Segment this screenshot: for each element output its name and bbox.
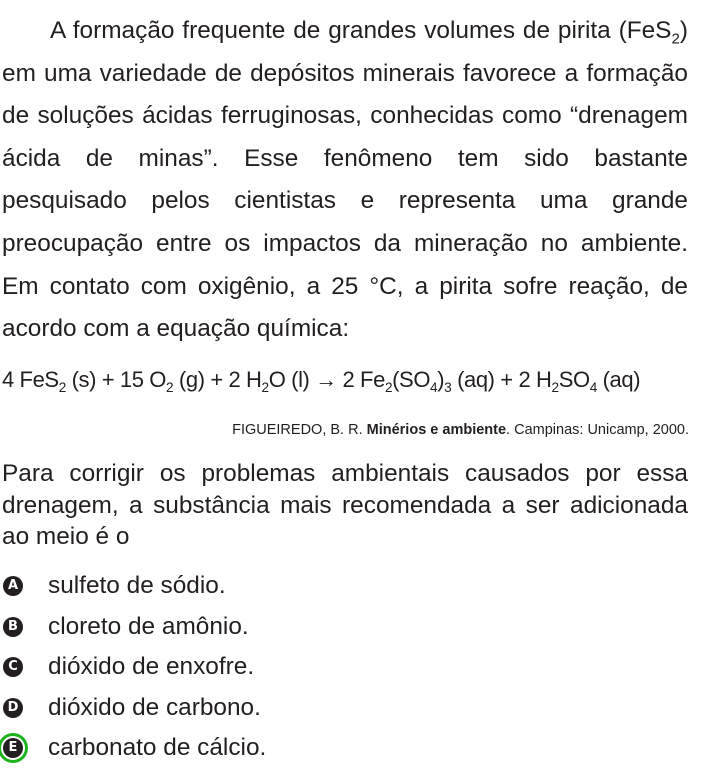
option-text: carbonato de cálcio. <box>48 734 267 762</box>
chemical-equation <box>2 362 692 398</box>
option-letter-badge: A <box>3 576 23 596</box>
passage-segment: ) em uma variedade de depósitos minerais favorece a formação de soluções ácidas ferruginosas, conhecidas como “drenagem ácida de minas”. Esse fenômeno tem sido bastante pesquisado pelos cientistas e representa uma grande preocupação entre os impactos da mineração no ambiente. Em contato com oxigênio, a 25 °C, a pirita sofre reação, de acordo com a equação química: <box>2 17 688 343</box>
option-letter-badge: B <box>3 617 23 637</box>
equation-subscript: 2 <box>384 379 393 395</box>
option-text: cloreto de amônio. <box>48 612 249 640</box>
source-citation <box>232 420 689 440</box>
equation-subscript: 2 <box>261 379 269 395</box>
option-text: dióxido de enxofre. <box>48 653 255 681</box>
option-b[interactable] <box>0 607 690 648</box>
option-a[interactable] <box>0 566 690 607</box>
correct-answer-badge: E <box>3 738 23 758</box>
option-text: sulfeto de sódio. <box>48 572 226 600</box>
option-letter-badge: C <box>3 657 23 677</box>
equation-part: (aq) + 2 H <box>451 367 552 392</box>
equation-part: O (l) → 2 Fe <box>268 367 385 392</box>
equation-part: (g) + 2 H <box>173 367 262 392</box>
equation-subscript: 2 <box>551 379 559 395</box>
equation-part: SO <box>558 367 590 392</box>
equation-part: 4 FeS <box>2 367 59 392</box>
citation-publisher: . Campinas: Unicamp, 2000. <box>506 422 689 438</box>
answer-options <box>0 566 690 769</box>
passage-text <box>2 10 688 351</box>
option-e[interactable] <box>0 728 690 769</box>
equation-subscript: 4 <box>589 379 597 395</box>
option-letter-badge: D <box>3 698 23 718</box>
equation-part: ) <box>437 367 445 392</box>
equation-subscript: 2 <box>58 379 66 395</box>
equation-part: (s) + 15 O <box>65 367 167 392</box>
citation-title: Minérios e ambiente <box>366 422 507 438</box>
passage-subscript: 2 <box>671 30 680 48</box>
passage-segment: A formação frequente de grandes volumes de pirita (FeS <box>50 17 672 44</box>
equation-subscript: 2 <box>166 379 174 395</box>
equation-part: (aq) <box>596 367 641 392</box>
option-c[interactable] <box>0 647 690 688</box>
equation-subscript: 4 <box>430 379 438 395</box>
equation-part: (SO <box>392 367 431 392</box>
question-stem: Para corrigir os problemas ambientais causados por essa drenagem, a substância mais recomendada a ser adicionada ao meio é o <box>2 460 688 550</box>
equation-subscript: 3 <box>444 379 452 395</box>
option-d[interactable] <box>0 688 690 729</box>
citation-author: FIGUEIREDO, B. R. <box>232 422 367 438</box>
option-text: dióxido de carbono. <box>48 693 261 721</box>
